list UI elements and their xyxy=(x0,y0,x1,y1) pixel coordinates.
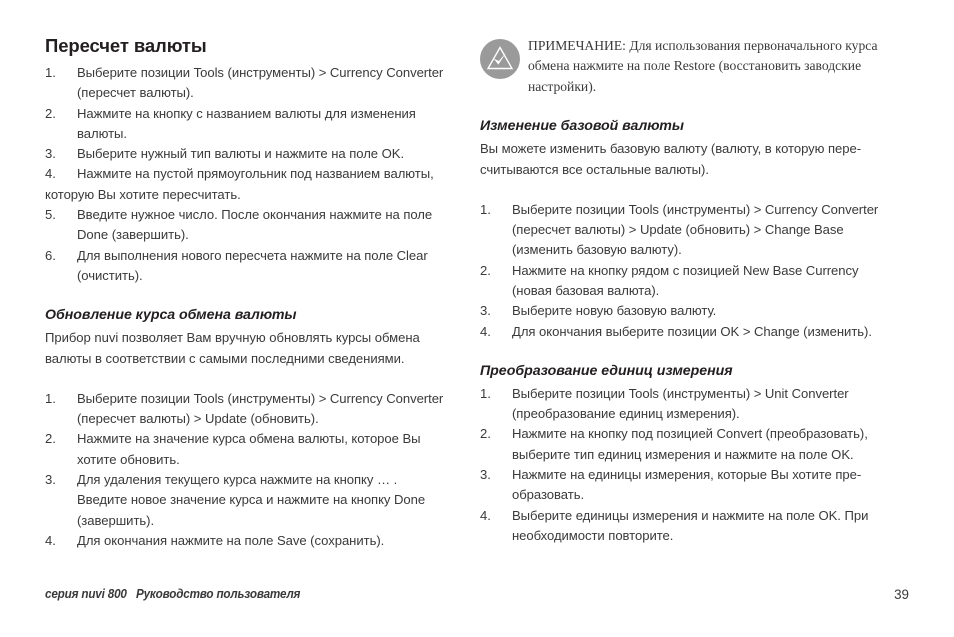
right-column xyxy=(480,36,892,546)
list-item-number: 4. xyxy=(45,166,56,182)
list-item-number: 1. xyxy=(45,65,56,80)
section-heading-change-base: Изменение базовой валюты xyxy=(480,118,684,135)
list-item xyxy=(45,104,445,145)
change-base-step-list xyxy=(480,200,892,342)
list-item xyxy=(480,261,892,302)
list-item-text: Для окончания выберите позиции OK > Change (изменить). xyxy=(512,323,872,339)
list-item xyxy=(45,205,445,246)
list-item-text: Введите нужное число. После окончания нажмите на поле Done (завершить). xyxy=(77,207,433,243)
list-item xyxy=(45,429,445,470)
list-item-number: 1. xyxy=(45,390,56,406)
list-item-number: 1. xyxy=(480,385,491,401)
list-item-text: Для окончания нажмите на поле Save (сохранить). xyxy=(77,532,385,548)
list-item xyxy=(480,424,892,465)
list-item-number: 2. xyxy=(480,426,491,442)
list-item-text: Для удаления текущего курса нажмите на кнопку … . Введите новое значение курса и нажмите на кнопку Done (завершить). xyxy=(77,472,426,528)
list-item-number: 6. xyxy=(45,247,56,263)
left-column xyxy=(45,36,445,551)
list-item-text: Для выполнения нового пересчета нажмите на поле Clear (очистить). xyxy=(77,247,428,283)
page-title: Пересчет валюты xyxy=(45,35,207,56)
list-item-text: Нажмите на кнопку рядом с позицией New Base Currency (новая базовая валюта). xyxy=(512,262,859,298)
list-item-text: Выберите позиции Tools (инструменты) > Currency Converter (пересчет валюты). xyxy=(77,65,444,101)
list-item-continuation: которую Вы хотите пересчитать. xyxy=(45,186,241,202)
list-item-number: 3. xyxy=(480,467,491,483)
list-item xyxy=(480,465,892,506)
list-item xyxy=(45,470,445,531)
page-footer xyxy=(45,587,909,605)
unit-converter-step-list xyxy=(480,384,892,546)
section-heading-unit-converter: Преобразование единиц измерения xyxy=(480,362,733,379)
spacer xyxy=(480,180,892,200)
list-item-text: Выберите позиции Tools (инструменты) > Unit Converter (преобразование единиц измерения). xyxy=(512,385,849,422)
list-item-number: 4. xyxy=(480,323,491,339)
list-item-text: Нажмите на значение курса обмена валюты, которое Вы хотите обновить. xyxy=(77,431,421,467)
section-heading-update-rate: Обновление курса обмена валюты xyxy=(45,307,297,324)
currency-converter-step-list xyxy=(45,63,445,286)
list-item-number: 4. xyxy=(480,507,491,523)
list-item xyxy=(480,200,892,261)
list-item-number: 3. xyxy=(45,146,56,162)
list-item-text: Выберите позиции Tools (инструменты) > Currency Converter (пересчет валюты) > Update (обновить) > Change Base (изменить базовую валюту). xyxy=(512,201,879,258)
spacer xyxy=(45,286,445,306)
list-item-number: 5. xyxy=(45,207,56,223)
change-base-intro-paragraph: Вы можете изменить базовую валюту (валюту, в которую пере-считываются все остальные валюты). xyxy=(480,141,862,177)
list-item-text: Выберите новую базовую валюту. xyxy=(512,303,717,319)
list-item-number: 2. xyxy=(45,431,56,447)
update-rate-intro-paragraph: Прибор nuvi позволяет Вам вручную обновлять курсы обмена валюты в соответствии с самыми последними сведениями. xyxy=(45,330,420,366)
update-rate-step-list xyxy=(45,389,445,551)
spacer xyxy=(480,97,892,117)
note-callout xyxy=(480,36,892,97)
list-item xyxy=(45,531,445,551)
list-item xyxy=(480,322,892,342)
list-item xyxy=(45,164,445,205)
list-item-number: 3. xyxy=(45,472,56,488)
list-item-number: 3. xyxy=(480,303,491,319)
list-item-text: Выберите единицы измерения и нажмите на поле OK. При необходимости повторите. xyxy=(512,507,869,543)
list-item xyxy=(45,63,445,104)
list-item-text: Нажмите на кнопку с названием валюты для изменения валюты. xyxy=(77,105,416,141)
list-item xyxy=(45,144,445,164)
footer-manual-title: серия nuvi 800 Руководство пользователя xyxy=(45,587,301,601)
list-item-text: Выберите позиции Tools (инструменты) > Currency Converter (пересчет валюты) > Update (обновить). xyxy=(77,390,444,427)
list-item-number: 4. xyxy=(45,532,56,548)
note-triangle-checkmark-icon xyxy=(480,39,520,79)
page-number: 39 xyxy=(894,587,909,602)
list-item-number: 2. xyxy=(45,105,56,121)
spacer xyxy=(480,342,892,362)
list-item xyxy=(480,506,892,547)
note-text: ПРИМЕЧАНИЕ: Для использования первоначального курса обмена нажмите на поле Restore (восстановить заводские настройки). xyxy=(528,38,878,94)
list-item-number: 1. xyxy=(480,201,491,217)
list-item xyxy=(45,246,445,287)
list-item xyxy=(45,389,445,430)
list-item xyxy=(480,301,892,321)
list-item-number: 2. xyxy=(480,262,491,278)
list-item xyxy=(480,384,892,425)
list-item-text: Нажмите на единицы измерения, которые Вы хотите пре-образовать. xyxy=(512,467,862,503)
list-item-text: Выберите нужный тип валюты и нажмите на поле OK. xyxy=(77,146,405,162)
list-item-text: Нажмите на пустой прямоугольник под названием валюты, xyxy=(77,166,434,182)
list-item-text: Нажмите на кнопку под позицией Convert (преобразовать), выберите тип единиц измерения и нажмите на поле OK. xyxy=(512,426,868,462)
spacer xyxy=(45,369,445,389)
